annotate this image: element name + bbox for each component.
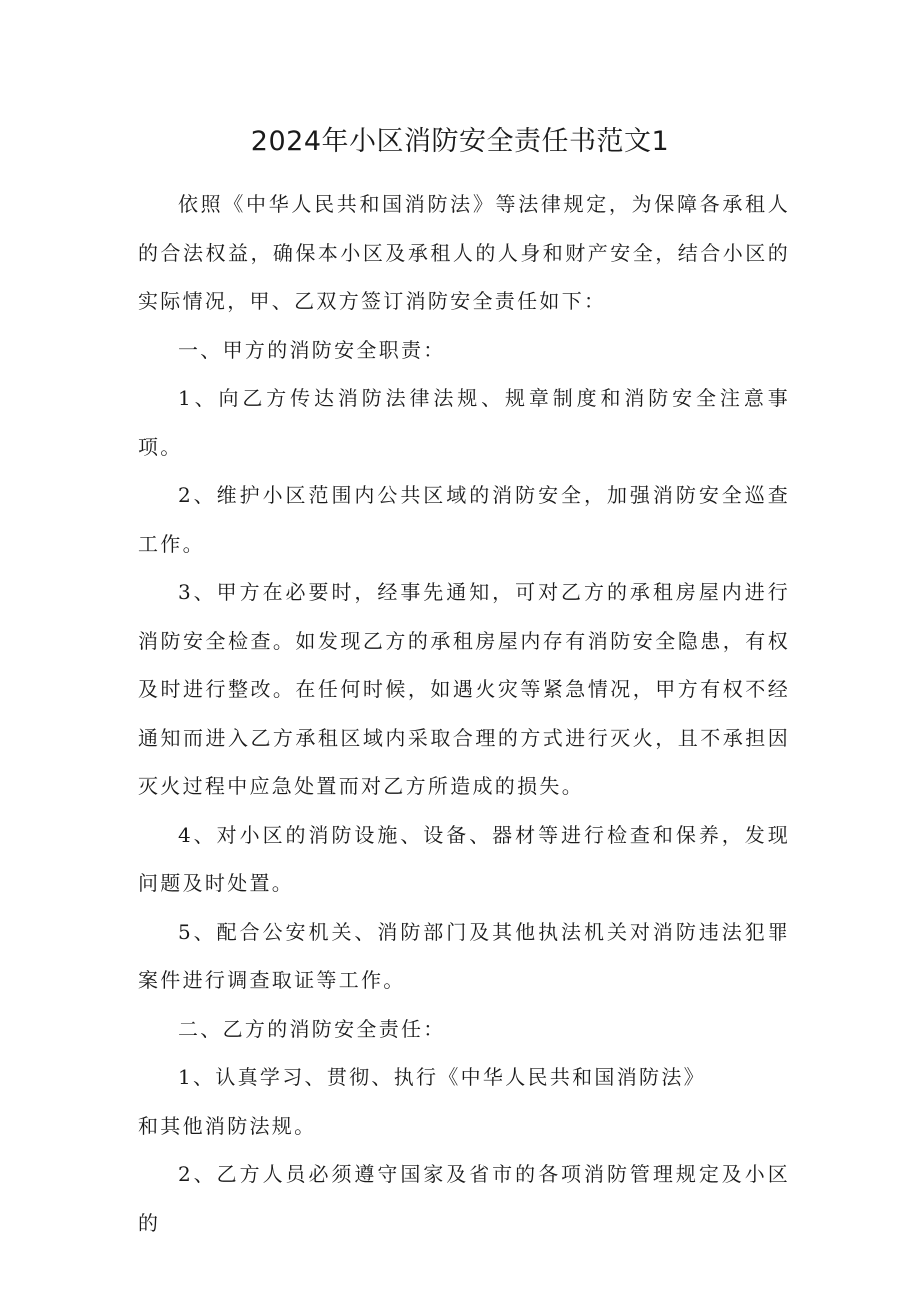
document-title: 2024年小区消防安全责任书范文1 [250,126,670,157]
party-b-item-1: 1、认真学习、贯彻、执行《中华人民共和国消防法》 [178,1065,706,1089]
party-a-item-2: 2、维护小区范围内公共区域的消防安全，加强消防安全巡查工作。 [138,483,790,556]
party-b-item-2: 2、乙方人员必须遵守国家及省市的各项消防管理规定及小区的 [138,1162,790,1235]
intro-paragraph: 依照《中华人民共和国消防法》等法律规定，为保障各承租人的合法权益，确保本小区及承租人的人身和财产安全，结合小区的实际情况，甲、乙双方签订消防安全责任如下： [138,192,790,313]
section-heading-party-b: 二、乙方的消防安全责任： [178,1016,446,1041]
section-heading-party-a: 一、甲方的消防安全职责： [178,337,446,362]
document-body [138,180,790,1247]
party-a-item-3: 3、甲方在必要时，经事先通知，可对乙方的承租房屋内进行消防安全检查。如发现乙方的承租房屋内存有消防安全隐患，有权及时进行整改。在任何时候，如遇火灾等紧急情况，甲方有权不经通知而进入乙方承租区域内采取合理的方式进行灭火，且不承担因灭火过程中应急处置而对乙方所造成的损失。 [138,580,790,798]
party-a-item-5: 5、配合公安机关、消防部门及其他执法机关对消防违法犯罪案件进行调查取证等工作。 [138,919,790,992]
party-a-item-1: 1、向乙方传达消防法律法规、规章制度和消防安全注意事项。 [138,386,790,459]
party-a-item-4: 4、对小区的消防设施、设备、器材等进行检查和保养，发现问题及时处置。 [138,822,790,895]
party-b-item-1-continuation: 和其他消防法规。 [138,1113,317,1138]
